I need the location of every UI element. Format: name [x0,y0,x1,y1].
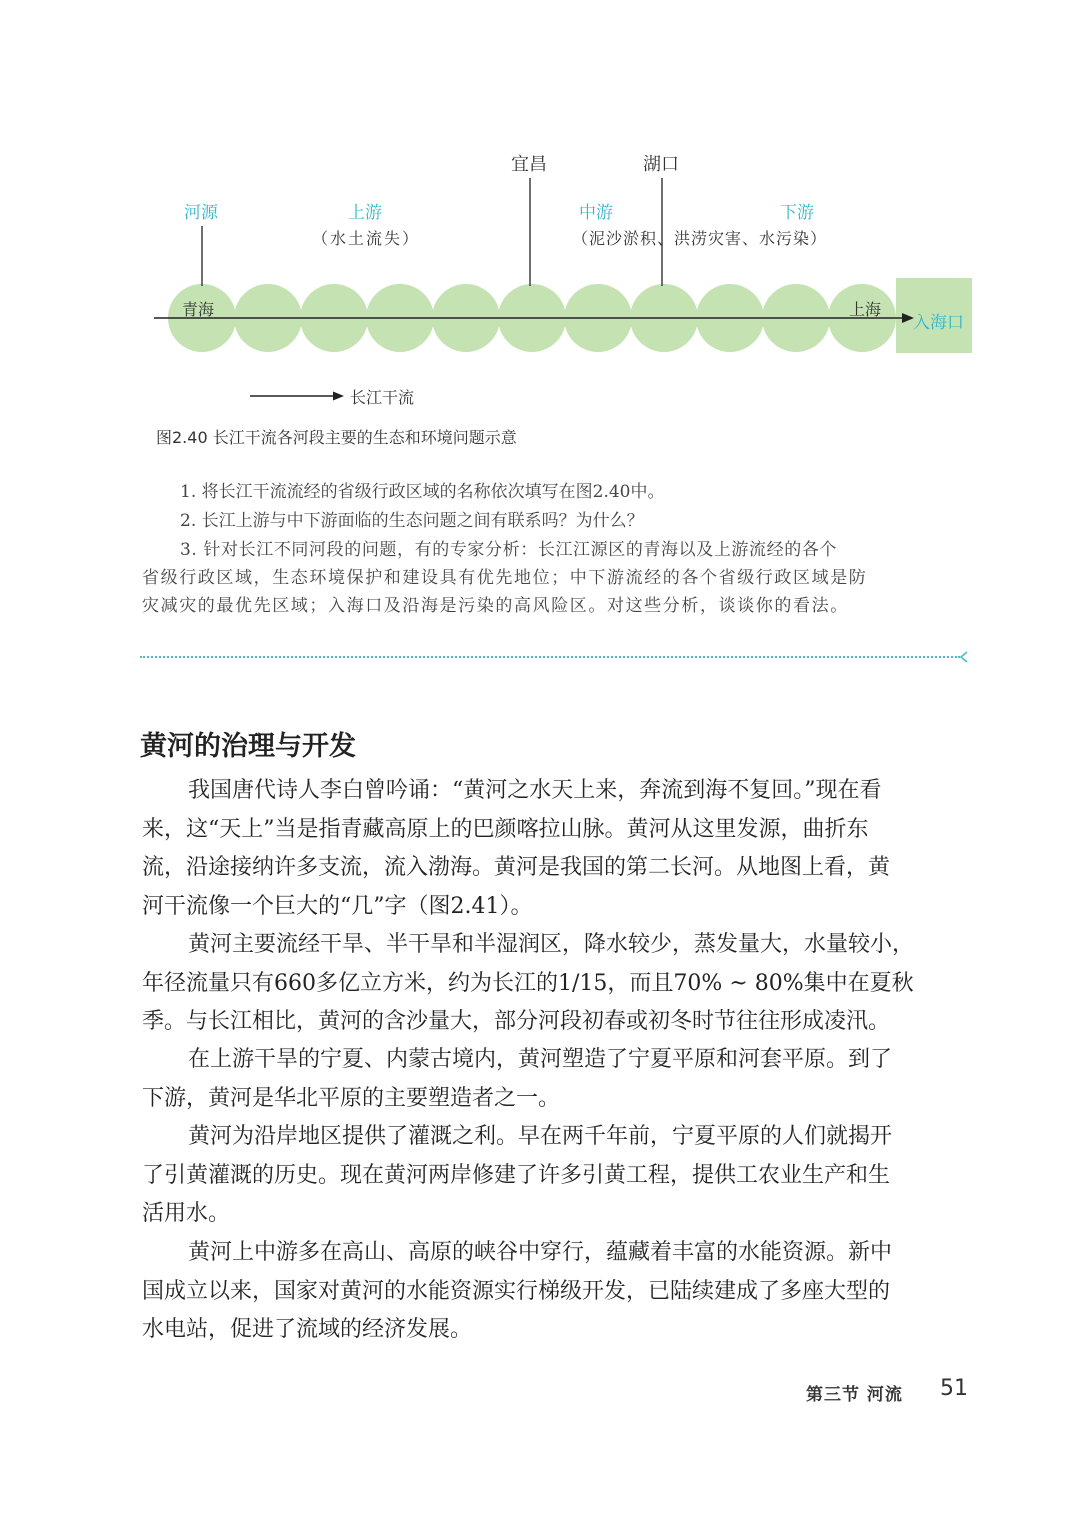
diagram-lines [0,0,1080,420]
legend-arrowhead [333,392,344,401]
footer-section-name: 第三节 河流 [806,1385,903,1405]
middle-lower-issue-label: （泥沙淤积、洪涝灾害、水污染） [572,229,828,248]
question-3: 3. 针对长江不同河段的问题，有的专家分析：长江江源区的青海以及上游流经的各个 省级行政区域，生态环境保护和建设具有优先地位；中下游流经的各个省级行政区域是防 灾减灾的最优先区域；入海口及沿海是污染的高风险区。对这些分析，谈谈你的看法。 [142,540,868,616]
estuary-label: 入海口 [913,313,964,333]
upper-section-label: 上游 [348,203,382,223]
question-2: 2. 长江上游与中下游面临的生态问题之间有联系吗？为什么？ [180,511,644,531]
paragraph-2: 黄河主要流经干旱、半干旱和半湿润区，降水较少，蒸发量大，水量较小， 年径流量只有660多亿立方米，约为长江的1/15，而且70% ~ 80%集中在夏秋 季。与长江相比，黄河的含沙量大，部分河段初春或初冬时节往往形成凌汛。 [142,932,915,1034]
source-section-label: 河源 [184,203,218,223]
lower-section-label: 下游 [780,203,814,223]
upper-issue-label: （水土流失） [312,229,421,248]
start-province-label: 青海 [182,300,215,319]
paragraph-3: 在上游干旱的宁夏、内蒙古境内，黄河塑造了宁夏平原和河套平原。到了 下游，黄河是华北平原的主要塑造者之一。 [142,1047,893,1111]
figure-caption: 图2.40 长江干流各河段主要的生态和环境问题示意 [156,428,517,447]
paragraph-5: 黄河上中游多在高山、高原的峡谷中穿行，蕴藏着丰富的水能资源。新中 国成立以来，国家对黄河的水能资源实行梯级开发，已陆续建成了多座大型的 水电站，促进了流域的经济发展。 [142,1240,893,1342]
paragraph-1: 我国唐代诗人李白曾吟诵：“黄河之水天上来，奔流到海不复回。”现在看 来，这“天上”当是指青藏高原上的巴颜喀拉山脉。黄河从这里发源，曲折东 流，沿途接纳许多支流，流入渤海。黄河是我国的第二长河。从地图上看，黄 河干流像一个巨大的“几”字（图2.41）。 [142,778,891,919]
hukou-label: 湖口 [643,154,679,175]
middle-section-label: 中游 [579,203,613,223]
page-number: 51 [940,1376,968,1401]
divider-end-chevron [959,651,969,663]
legend-label: 长江干流 [350,388,415,407]
question-1: 1. 将长江干流流经的省级行政区域的名称依次填写在图2.40中。 [180,482,665,502]
section-title: 黄河的治理与开发 [140,731,356,762]
end-city-label: 上海 [849,300,882,319]
dotted-divider [140,656,960,658]
paragraph-4: 黄河为沿岸地区提供了灌溉之利。早在两千年前，宁夏平原的人们就揭开 了引黄灌溉的历史。现在黄河两岸修建了许多引黄工程，提供工农业生产和生 活用水。 [142,1124,893,1226]
yichang-label: 宜昌 [511,154,547,175]
